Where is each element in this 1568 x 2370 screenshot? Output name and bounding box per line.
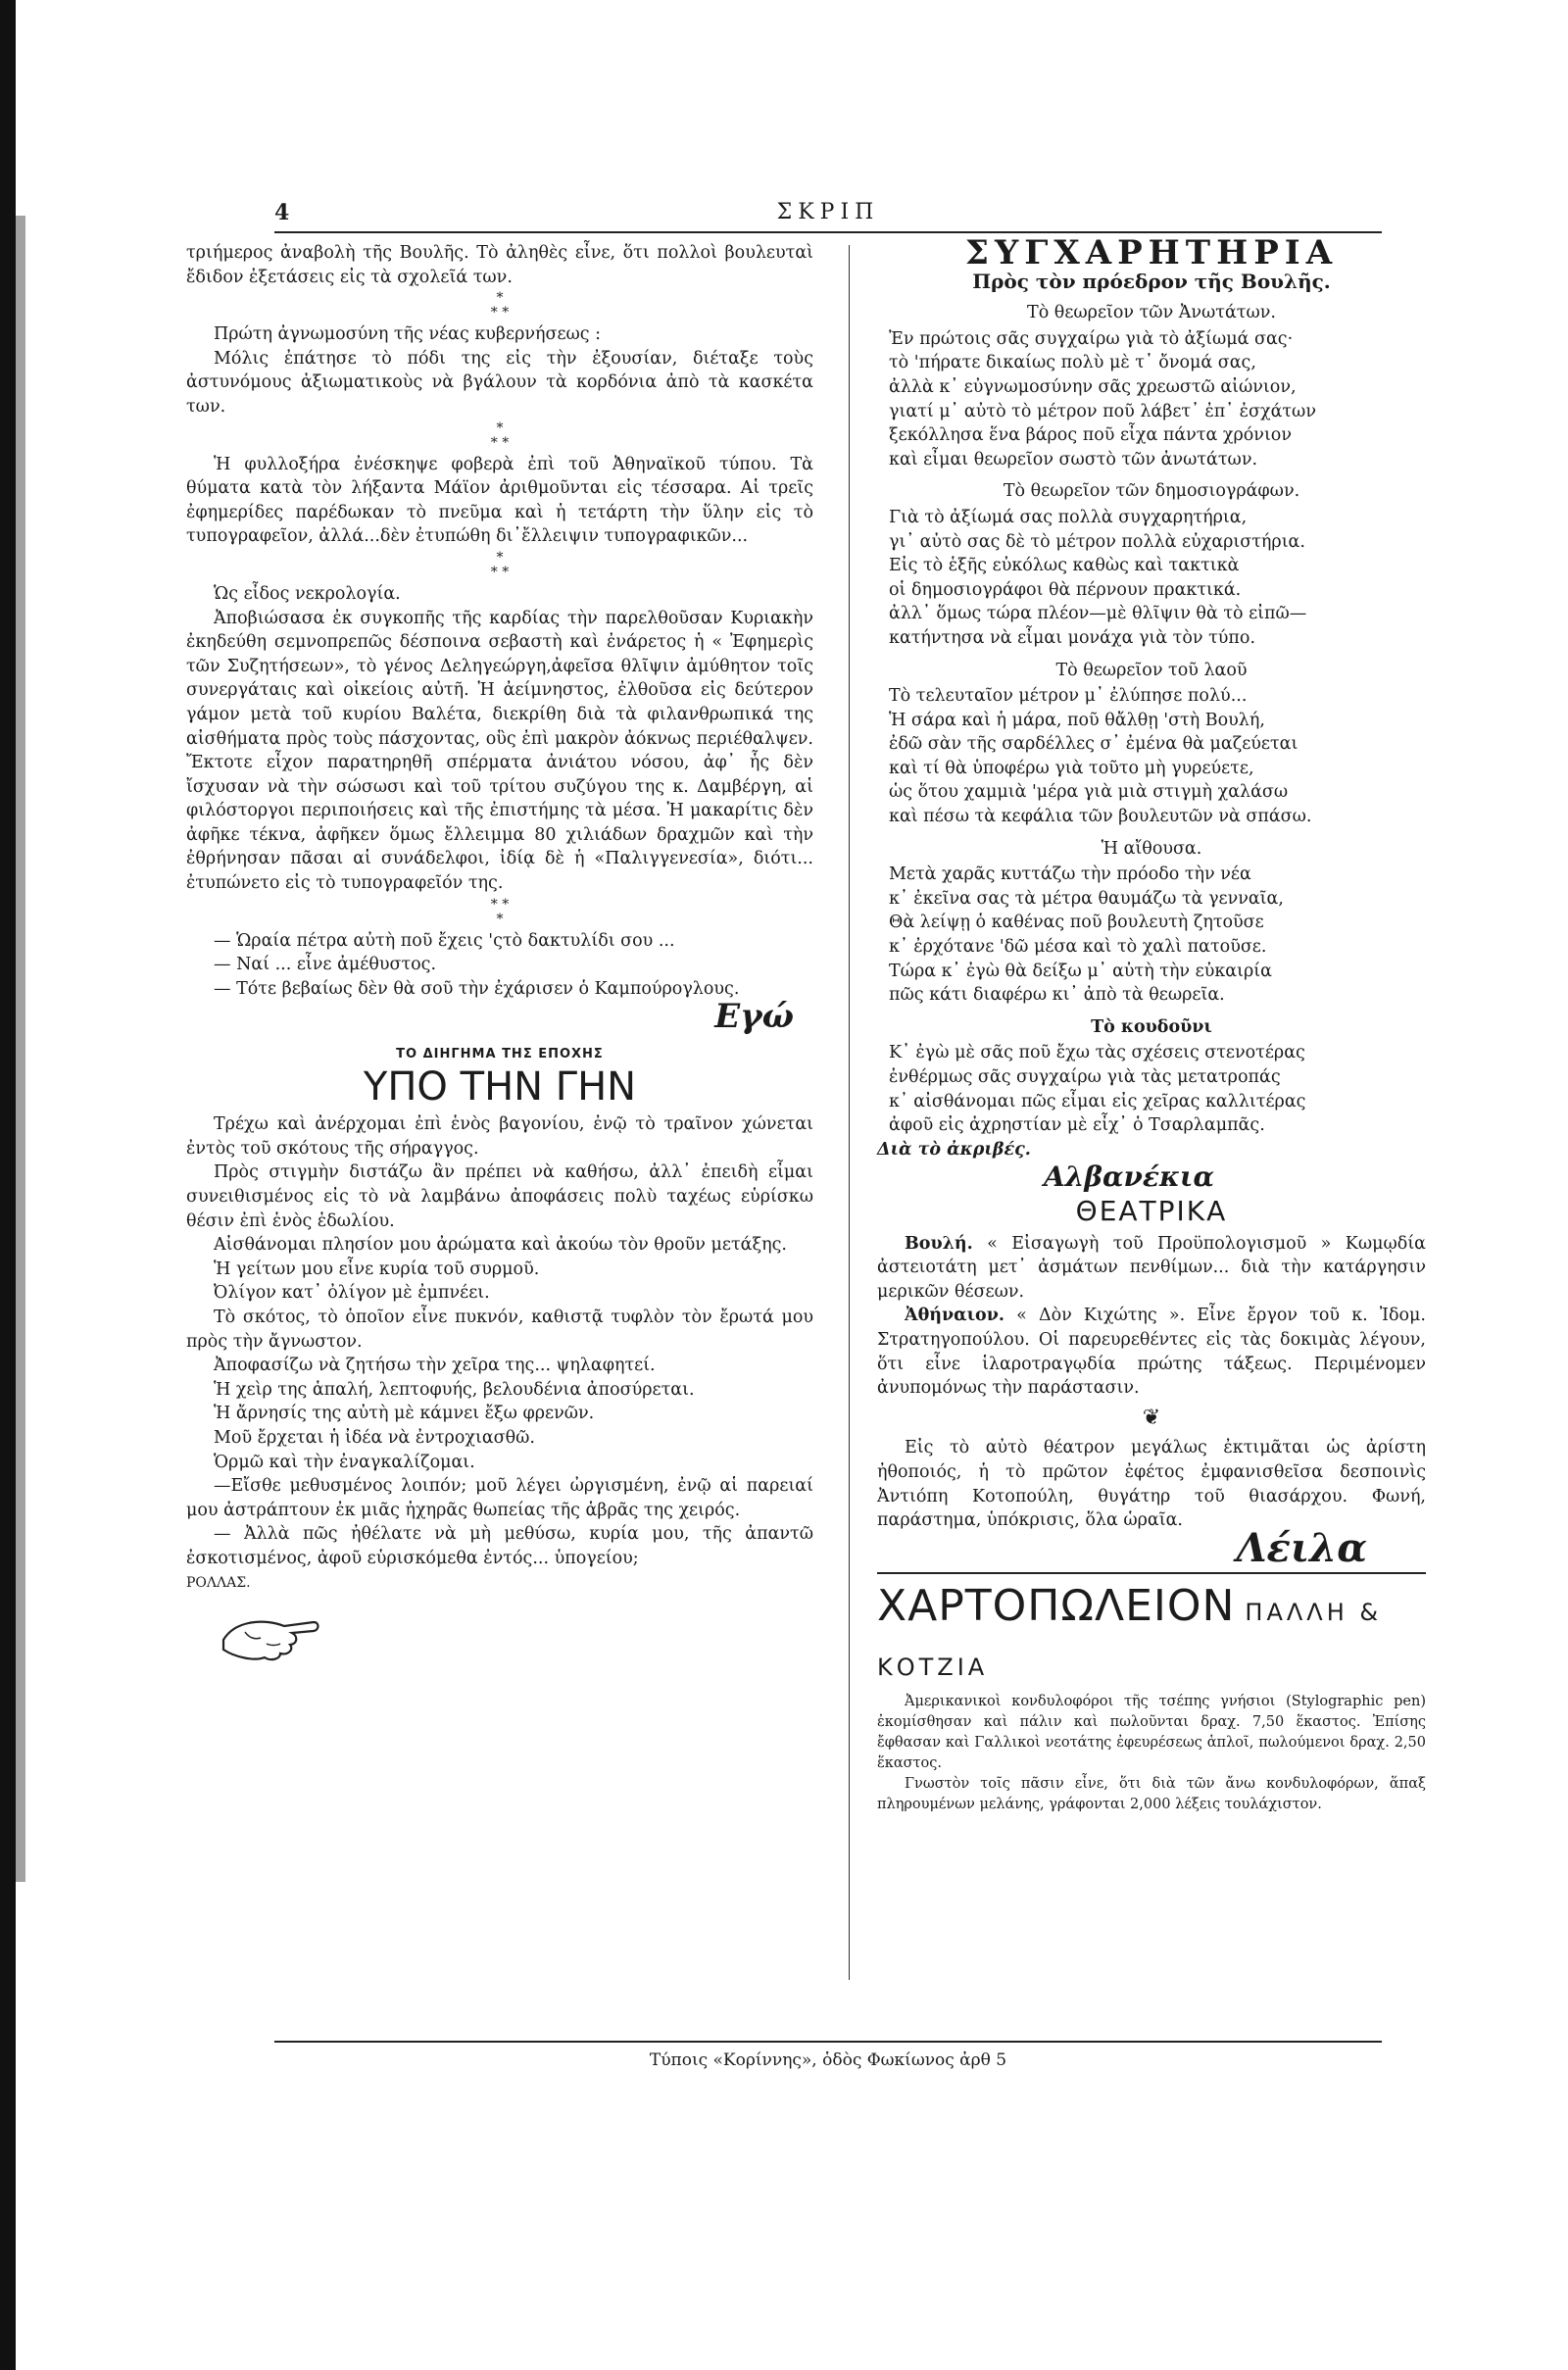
theatre-item	[877, 1232, 1426, 1305]
theatre-name: Βουλή.	[905, 1233, 973, 1254]
story-author: ΡΟΛΛΑΣ.	[186, 1574, 251, 1591]
theatre-name: Ἀθήναιον.	[905, 1306, 1004, 1326]
story-paragraph: — Ἀλλὰ πῶς ἠθέλατε νὰ μὴ μεθύσω, κυρία μου, τῆς ἀπαντῶ ἐσκοτισμένος, ἀφοῦ εὑρισκόμεθα ἐντός... ὑπογείου;	[186, 1524, 813, 1568]
verse-line: καὶ τί θὰ ὑποφέρω γιὰ τοῦτο μὴ γυρεύετε,	[889, 758, 1254, 778]
verse-line: Γιὰ τὸ ἀξίωμά σας πολλὰ συγχαρητήρια,	[889, 507, 1248, 527]
handwritten-signature: Αλβανέκια	[1044, 1160, 1215, 1194]
separator-stars: * * *	[490, 549, 510, 580]
story-paragraph: Τὸ σκότος, τὸ ὁποῖον εἶνε πυκνόν, καθιστᾷ τυφλὸν τὸν ἔρωτά μου πρὸς τὴν ἄγνωστον.	[186, 1307, 813, 1352]
right-column	[877, 233, 1426, 1815]
separator-stars: * * *	[490, 420, 510, 451]
verse-line: κ᾽ ἐρχότανε 'δῶ μέσα καὶ τὸ χαλὶ πατοῦσε.	[889, 937, 1267, 958]
story-paragraph: Ἡ γείτων μου εἶνε κυρία τοῦ συρμοῦ.	[214, 1259, 540, 1279]
verse-line: Μετὰ χαρᾶς κυττάζω τὴν πρόοδο τὴν νέα	[889, 864, 1251, 885]
verse-line: γιατί μ᾽ αὐτὸ τὸ μέτρον ποῦ λάβετ᾽ ἐπ᾽ ἐσχάτων	[889, 401, 1316, 421]
verse-stanza	[877, 863, 1426, 1008]
dialogue-line: — Τότε βεβαίως δὲν θὰ σοῦ τὴν ἐχάρισεν ὁ Καμπούρογλους.	[214, 978, 740, 999]
scan-edge-shadow	[16, 216, 25, 1882]
verse-line: Τώρα κ᾽ ἐγὼ θὰ δείξω μ᾽ αὐτὴ τὴν εὐκαιρία	[889, 961, 1272, 981]
story-paragraph: Ἀποφασίζω νὰ ζητήσω τὴν χεῖρα της... ψηλαφητεί.	[214, 1356, 656, 1376]
verse-stanza	[877, 506, 1426, 651]
paragraph: Μόλις ἐπάτησε τὸ πόδι της εἰς τὴν ἐξουσίαν, διέταξε τοὺς ἀστυνόμους ἀξιωματικοὺς νὰ βγάλουν τὰ κορδόνια ἀπὸ τὰ κασκέτα των.	[186, 348, 813, 417]
story-paragraph: Ἡ ἄρνησίς της αὐτὴ μὲ κάμνει ἔξω φρενῶν.	[214, 1404, 595, 1424]
verse-line: Εἰς τὸ ἑξῆς εὐκόλως καθὼς καὶ τακτικὰ	[889, 556, 1240, 576]
theatre-text: « Δὸν Κιχώτης ». Εἶνε ἔργον τοῦ κ. Ἰδομ. Στρατηγοπούλου. Οἱ παρευρεθέντες εἰς τὰς δοκιμὰς λέγουν, ὅτι εἶνε ἱλαροτραγῳδία πρώτης τάξεως. Περιμένομεν ἀνυπομόνως τὴν παράστασιν.	[877, 1306, 1426, 1399]
page-header	[274, 196, 1382, 231]
printer-imprint: Τύποις «Κορίννης», ὁδὸς Φωκίωνος ἀρθ 5	[274, 2041, 1382, 2070]
verse-line: γι᾽ αὐτὸ σας δὲ τὸ μέτρον πολλὰ εὐχαριστήρια.	[889, 531, 1305, 552]
verse-line: Ἐν πρώτοις σᾶς συγχαίρω γιὰ τὸ ἀξίωμά σας·	[889, 328, 1294, 349]
verse-line: κατήντησα νὰ εἶμαι μονάχα γιὰ τὸν τύπο.	[889, 627, 1256, 648]
verse-line: ἀλλὰ κ᾽ εὐγνωμοσύνην σᾶς χρεωστῶ αἰώνιον,	[889, 376, 1297, 397]
ornament-icon: ❦	[1142, 1405, 1161, 1430]
dialogue-line: — Ὡραία πέτρα αὐτὴ ποῦ ἔχεις 'ςτὸ δακτυλίδι σου ...	[214, 930, 675, 951]
paragraph-heading: Ὡς εἶδος νεκρολογία.	[214, 583, 401, 604]
verse-line: ἐνθέρμως σᾶς συγχαίρω γιὰ τὰς μετατροπάς	[889, 1067, 1281, 1087]
story-section-label: ΤΟ ΔΙΗΓΗΜΑ ΤΗΣ ΕΠΟΧΗΣ	[396, 1047, 604, 1062]
story-paragraph: Τρέχω καὶ ἀνέρχομαι ἐπὶ ἑνὸς βαγονίου, ἐνῷ τὸ τραῖνον χώνεται ἐντὸς τοῦ σκότους τῆς σήραγγος.	[186, 1114, 813, 1159]
advertisement-text: Γνωστὸν τοῖς πᾶσιν εἶνε, ὅτι διὰ τῶν ἄνω κονδυλοφόρων, ἅπαξ πληρουμένων μελάνης, γράφονται 2,000 λέξεις τουλάχιστον.	[877, 1776, 1426, 1813]
theatre-section-title: ΘΕΑΤΡΙΚΑ	[1075, 1194, 1228, 1227]
story-paragraph: Μοῦ ἔρχεται ἡ ἰδέα νὰ ἐντροχιασθῶ.	[214, 1427, 535, 1448]
masthead: ΣΚΡΙΠ	[776, 200, 880, 224]
verse-heading: Τὸ θεωρεῖον τῶν Ἀνωτάτων.	[1027, 303, 1276, 323]
shop-name: ΧΑΡΤΟΠΩΛΕΙΟΝ	[877, 1581, 1236, 1632]
story-paragraph: Πρὸς στιγμὴν διστάζω ἂν πρέπει νὰ καθήσω, ἀλλ᾽ ἐπειδὴ εἶμαι συνειθισμένος εἰς τὸ νὰ λαμβάνω ἀποφάσεις πολὺ ταχέως εὑρίσκω θέσιν ἐπὶ ἑνὸς ἑδωλίου.	[186, 1162, 813, 1231]
handwritten-signature: Εγώ	[714, 997, 794, 1037]
left-column	[186, 241, 813, 1669]
verse-line: πῶς κάτι διαφέρω κι᾽ ἀπὸ τὰ θεωρεῖα.	[889, 985, 1225, 1006]
column-divider	[849, 245, 850, 1980]
scan-edge	[0, 0, 16, 2370]
verse-line: Θὰ λείψῃ ὁ καθένας ποῦ βουλευτὴ ζητοῦσε	[889, 913, 1264, 933]
advertisement	[877, 1572, 1426, 1815]
verse-signoff: Διὰ τὸ ἀκριβές.	[877, 1139, 1031, 1160]
verse-line: κ᾽ ἐκεῖνα σας τὰ μέτρα θαυμάζω τὰ γενναῖα,	[889, 888, 1284, 909]
verse-stanza	[877, 1041, 1426, 1137]
verse-line: Τὸ τελευταῖον μέτρον μ᾽ ἐλύπησε πολύ...	[889, 686, 1248, 707]
theatre-item: Εἰς τὸ αὐτὸ θέατρον μεγάλως ἐκτιμᾶται ὡς ἀρίστη ἠθοποιός, ἡ τὸ πρῶτον ἐφέτος ἐμφανισθεῖσα δεσποινὶς Ἀντιόπη Κοτοπούλη, θυγάτηρ τοῦ θιασάρχου. Φωνή, παράστημα, ὑπόκρισις, ὅλα ὡραῖα.	[877, 1438, 1426, 1531]
verse-line: ἐδῶ σὰν τῆς σαρδέλλες σ᾽ ἐμένα θὰ μαζεύεται	[889, 734, 1298, 755]
verse-heading: Τὸ θεωρεῖον τοῦ λαοῦ	[1055, 660, 1248, 680]
verse-line: ξεκόλλησα ἕνα βάρος ποῦ εἶχα πάντα χρόνιον	[889, 425, 1292, 446]
verse-line: ἀφοῦ εἰς ἀχρηστίαν μὲ εἶχ᾽ ὁ Τσαρλαμπᾶς.	[889, 1115, 1265, 1136]
verse-line: οἱ δημοσιογράφοι θὰ πέρνουν πρακτικά.	[889, 579, 1242, 600]
handwritten-signature: Λέιλα	[1236, 1524, 1367, 1571]
paragraph-heading: Πρώτη ἀγνωμοσύνη τῆς νέας κυβερνήσεως :	[214, 324, 602, 345]
story-paragraph: Ὁρμῶ καὶ τὴν ἐναγκαλίζομαι.	[214, 1452, 475, 1472]
advertisement-text: Ἀμερικανικοὶ κονδυλοφόροι τῆς τσέπης γνήσιοι (Stylographic pen) ἐκομίσθησαν καὶ πάλιν καὶ πωλοῦνται δραχ. 7,50 ἕκαστος. Ἐπίσης ἔφθασαν καὶ Γαλλικοὶ νεοτάτης ἐφευρέσεως ἁπλοῖ, πωλούμενοι δραχ. 2,50 ἕκαστος.	[877, 1694, 1426, 1772]
story-paragraph: Ὀλίγον κατ᾽ ὀλίγον μὲ ἐμπνέει.	[214, 1283, 490, 1304]
pointing-hand-icon	[216, 1601, 323, 1669]
story-paragraph: —Εἴσθε μεθυσμένος λοιπόν; μοῦ λέγει ὠργισμένη, ἐνῷ αἱ παρειαί μου ἀστράπτουν ἐκ μιᾶς ἠχηρᾶς θωπείας τῆς ἁβρᾶς της χειρός.	[186, 1476, 813, 1520]
obituary-paragraph: Ἀποβιώσασα ἐκ συγκοπῆς τῆς καρδίας τὴν παρελθοῦσαν Κυριακὴν ἐκηδεύθη σεμνοπρεπῶς δέσποινα σεβαστὴ καὶ ἐνάρετος ἡ « Ἐφημερὶς τῶν Συζητήσεων», τὸ γένος Δεληγεώργη,ἀφεῖσα θλῖψιν ἀμύθητον τοῖς συνεργάταις καὶ οἰκείοις αὐτῆ. Ἡ ἀείμνηστος, ἐλθοῦσα εἰς δεύτερον γάμον μετὰ τοῦ κυρίου Βαλέτα, διεκρίθη διὰ τὰ φιλανθρωπικά της αἰσθήματα πρὸς τοὺς πάσχοντας, οὓς ἐπὶ μακρὸν ἀόκνως περιέθαλψεν. Ἔκτοτε εἶχον παρατηρηθῆ σπέρματα ἀνιάτου νόσου, ἀφ᾽ ἧς δὲν ἴσχυσαν νὰ τὴν σώσωσι καὶ τοῦ τρίτου συζύγου της κ. Δαμβέργη, αἱ φιλόστοργοι περιποιήσεις καὶ τῆς ἐπιστήμης τὰ μέσα. Ἡ μακαρίτις δὲν ἀφῆκε τέκνα, ἀφῆκεν ὅμως ἔλλειμμα 80 χιλιάδων δραχμῶν καὶ τὴν ἐθρήνησαν πᾶσαι αἱ συνάδελφοι, ἰδίᾳ δὲ ἡ «Παλιγγενεσία», διότι... ἐτυπώνετο εἰς τὸ τυπογραφεῖόν της.	[186, 608, 813, 894]
verse-line: κ᾽ αἰσθάνομαι πῶς εἶμαι εἰς χεῖρας καλλιτέρας	[889, 1091, 1306, 1111]
shop-owners: ΠΑΛΛΗ & ΚΟΤΖΙΑ	[877, 1599, 1383, 1682]
verse-line: καὶ εἶμαι θεωρεῖον σωστὸ τῶν ἀνωτάτων.	[889, 449, 1258, 469]
verse-heading: Τὸ θεωρεῖον τῶν δημοσιογράφων.	[1003, 481, 1300, 502]
verse-heading: Τὸ κουδοῦνι	[1091, 1016, 1212, 1037]
verse-heading: Ἡ αἴθουσα.	[1101, 838, 1202, 859]
separator-stars: * * *	[490, 290, 510, 321]
verse-stanza	[877, 684, 1426, 829]
story-paragraph: Ἡ χεὶρ της ἁπαλή, λεπτοφυής, βελουδένια ἀποσύρεται.	[214, 1379, 695, 1400]
dialogue-line: — Ναί ... εἶνε ἀμέθυστος.	[214, 955, 437, 975]
verse-line: ἀλλ᾽ ὅμως τώρα πλέον—μὲ θλῖψιν θὰ τὸ εἰπῶ—	[889, 604, 1307, 624]
verse-line: τὸ 'πήρατε δικαίως πολὺ μὲ τ᾽ ὄνομά σας,	[889, 353, 1256, 373]
advertisement-title	[877, 1582, 1426, 1692]
verse-line: Κ᾽ ἐγὼ μὲ σᾶς ποῦ ἔχω τὰς σχέσεις στενοτέρας	[889, 1043, 1305, 1063]
verse-stanza	[877, 327, 1426, 472]
section-subtitle: Πρὸς τὸν πρόεδρον τῆς Βουλῆς.	[972, 269, 1331, 293]
theatre-text: « Εἰσαγωγὴ τοῦ Προϋπολογισμοῦ » Κωμῳδία ἀστειοτάτη μετ᾽ ἀσμάτων πενθίμων... διὰ τὴν κατάργησιν μερικῶν θέσεων.	[877, 1233, 1426, 1302]
verse-line: καὶ πέσω τὰ κεφάλια τῶν βουλευτῶν νὰ σπάσω.	[889, 807, 1312, 827]
paragraph: τριήμερος ἀναβολὴ τῆς Βουλῆς. Τὸ ἀληθὲς εἶνε, ὅτι πολλοὶ βουλευταὶ ἔδιδον ἐξετάσεις εἰς τὰ σχολεῖά των.	[186, 243, 813, 287]
verse-line: Ἡ σάρα καὶ ἡ μάρα, ποῦ θἄλθῃ 'στὴ Βουλή,	[889, 710, 1265, 730]
theatre-item	[877, 1304, 1426, 1400]
section-title: ΣΥΓΧΑΡΗΤΗΡΙΑ	[964, 233, 1339, 272]
story-title: ΥΠΟ ΤΗΝ ΓΗΝ	[363, 1063, 637, 1110]
separator-stars: * * *	[490, 896, 510, 927]
verse-line: ὡς ὅτου χαμμιὰ 'μέρα γιὰ μιὰ στιγμὴ χαλάσω	[889, 782, 1289, 803]
page-number: 4	[274, 200, 290, 225]
story-paragraph: Αἰσθάνομαι πλησίον μου ἀρώματα καὶ ἀκούω τὸν θροῦν μετάξης.	[214, 1235, 787, 1256]
paragraph: Ἡ φυλλοξήρα ἐνέσκηψε φοβερὰ ἐπὶ τοῦ Ἀθηναϊκοῦ τύπου. Τὰ θύματα κατὰ τὸν λήξαντα Μάϊον ἀριθμοῦνται εἰς τέσσαρα. Αἱ τρεῖς ἐφημερίδες παρέδωκαν τὸ πνεῦμα καὶ ἡ τετάρτη τὴν ὕλην εἰς τὸ τυπογραφεῖον, ἀλλά...δὲν ἐτυπώθη δι᾽ἔλλειψιν τυπογραφικῶν...	[186, 454, 813, 547]
